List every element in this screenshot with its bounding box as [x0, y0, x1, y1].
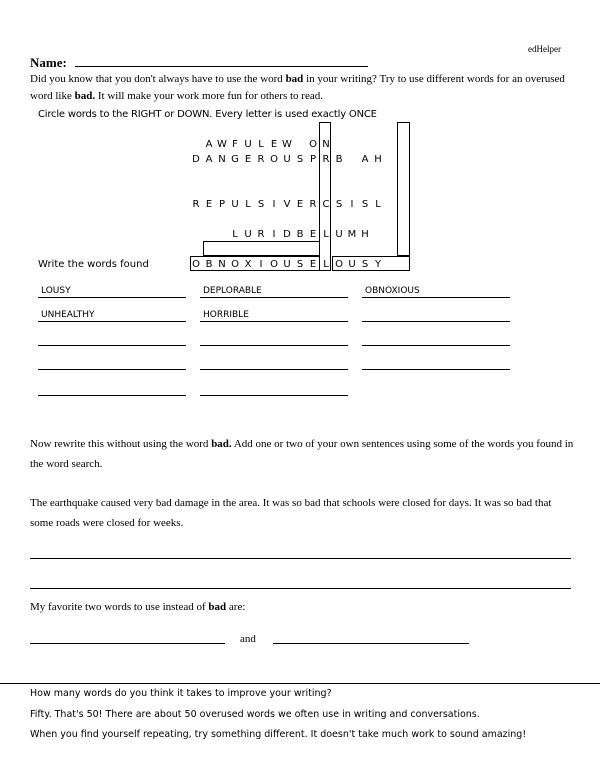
grid-letter[interactable]: L — [232, 229, 238, 240]
grid-letter[interactable]: N — [322, 139, 330, 150]
grid-letter[interactable]: S — [361, 199, 369, 210]
favorite-and: and — [240, 633, 256, 645]
grid-letter[interactable]: S — [257, 199, 265, 210]
favorite-word-line-1[interactable] — [30, 643, 225, 644]
grid-letter[interactable]: B — [335, 154, 343, 165]
grid-letter[interactable]: W — [282, 139, 292, 150]
grid-letter[interactable]: P — [309, 154, 317, 165]
answer-line[interactable] — [362, 281, 510, 298]
footer-line-3: When you find yourself repeating, try something different. It doesn't take much work to sound amazing! — [30, 729, 527, 740]
favorite-text-1: My favorite two words to use instead of — [30, 601, 209, 613]
answer-line[interactable] — [38, 305, 186, 322]
grid-letter[interactable]: U — [283, 259, 291, 270]
grid-letter[interactable]: A — [205, 139, 213, 150]
grid-letter[interactable]: U — [348, 259, 356, 270]
grid-letter[interactable]: O — [270, 154, 278, 165]
grid-letter[interactable]: E — [244, 154, 252, 165]
grid-letter[interactable]: P — [218, 199, 226, 210]
passage-text: The earthquake caused very bad damage in the area. It was so bad that schools were closed for days. It was so bad that some roads were closed for weeks. — [30, 497, 552, 529]
answer-line[interactable] — [38, 281, 186, 298]
name-label: Name: — [30, 55, 67, 70]
grid-letter[interactable]: A — [205, 154, 213, 165]
grid-letter[interactable]: U — [335, 229, 343, 240]
grid-letter[interactable]: I — [350, 199, 354, 210]
rewrite-line-1[interactable] — [30, 558, 571, 559]
grid-letter[interactable]: N — [218, 259, 226, 270]
grid-letter[interactable]: S — [361, 259, 369, 270]
grid-letter[interactable]: N — [218, 154, 226, 165]
answer-line[interactable] — [200, 353, 348, 370]
answer-line[interactable] — [362, 305, 510, 322]
answer-text: LOUSY — [41, 286, 71, 296]
grid-letter[interactable]: S — [335, 199, 343, 210]
grid-letter[interactable]: B — [205, 259, 213, 270]
grid-letter[interactable]: I — [272, 199, 276, 210]
grid-letter[interactable]: C — [322, 199, 330, 210]
name-field-line[interactable] — [75, 66, 368, 67]
grid-letter[interactable]: D — [283, 229, 291, 240]
write-words-label: Write the words found — [38, 259, 149, 270]
grid-letter[interactable]: O — [270, 259, 278, 270]
intro-paragraph — [30, 71, 575, 105]
grid-letter[interactable]: E — [309, 259, 317, 270]
rewrite-instructions — [30, 434, 575, 474]
answer-line[interactable] — [200, 379, 348, 396]
grid-letter[interactable]: U — [283, 154, 291, 165]
grid-letter[interactable]: W — [217, 139, 227, 150]
grid-letter[interactable]: X — [244, 259, 252, 270]
intro-text-2: in your writing? Try to use different words for an overused word like — [30, 73, 565, 102]
circle-unhealthy — [397, 122, 410, 256]
grid-letter[interactable]: O — [309, 139, 317, 150]
puzzle-instructions: Circle words to the RIGHT or DOWN. Every letter is used exactly ONCE — [38, 109, 377, 120]
grid-letter[interactable]: U — [244, 139, 252, 150]
grid-letter[interactable]: R — [192, 199, 200, 210]
answer-line[interactable] — [38, 353, 186, 370]
word-search-grid[interactable] — [190, 121, 410, 270]
footer-line-2: Fifty. That's 50! There are about 50 overused words we often use in writing and conversations. — [30, 709, 480, 720]
grid-letter[interactable]: R — [322, 154, 330, 165]
favorite-bold: bad — [208, 601, 227, 613]
answer-text: DEPLORABLE — [203, 286, 262, 296]
grid-letter[interactable]: L — [323, 259, 329, 270]
grid-letter[interactable]: L — [323, 229, 329, 240]
answer-text: OBNOXIOUS — [365, 286, 420, 296]
footer-line-1: How many words do you think it takes to improve your writing? — [30, 688, 332, 699]
grid-letter[interactable]: L — [245, 199, 251, 210]
favorite-word-line-2[interactable] — [273, 643, 469, 644]
grid-letter[interactable]: R — [309, 199, 317, 210]
brand-label: edHelper — [528, 44, 561, 54]
grid-letter[interactable]: G — [231, 154, 239, 165]
grid-letter[interactable]: D — [192, 154, 200, 165]
favorite-text-2: are: — [226, 601, 246, 613]
grid-letter[interactable]: E — [205, 199, 213, 210]
grid-letter[interactable]: L — [258, 139, 264, 150]
favorite-prompt — [30, 597, 575, 617]
answer-line[interactable] — [38, 329, 186, 346]
footer-divider — [0, 683, 600, 684]
answer-text: HORRIBLE — [203, 310, 249, 320]
grid-letter[interactable]: R — [257, 229, 265, 240]
intro-bold-1: bad — [285, 73, 304, 85]
grid-letter[interactable]: F — [232, 139, 238, 150]
grid-letter[interactable]: H — [361, 229, 369, 240]
grid-letter[interactable]: U — [231, 199, 239, 210]
answer-line[interactable] — [200, 305, 348, 322]
grid-letter[interactable]: Y — [374, 259, 382, 270]
answer-line[interactable] — [200, 329, 348, 346]
grid-letter[interactable]: A — [361, 154, 369, 165]
answer-line[interactable] — [38, 379, 186, 396]
grid-letter[interactable]: S — [296, 259, 304, 270]
grid-letter[interactable]: S — [296, 154, 304, 165]
intro-text-1: Did you know that you don't always have to use the word — [30, 73, 286, 85]
grid-letter[interactable]: R — [257, 154, 265, 165]
grid-letter[interactable]: E — [270, 139, 278, 150]
rewrite-line-2[interactable] — [30, 588, 571, 589]
rewrite-text-2: Add one or two of your own sentences using some of the words you found in the word search. — [30, 438, 574, 470]
grid-letter[interactable]: L — [375, 199, 381, 210]
grid-letter[interactable]: H — [374, 154, 382, 165]
grid-letter[interactable]: O — [335, 259, 343, 270]
intro-bold-2: bad. — [74, 90, 96, 102]
grid-letter[interactable]: I — [272, 229, 276, 240]
answer-line[interactable] — [362, 329, 510, 346]
grid-letter[interactable]: B — [296, 229, 304, 240]
grid-letter[interactable]: O — [192, 259, 200, 270]
rewrite-bold: bad. — [211, 438, 232, 450]
circle-horrible — [203, 241, 320, 256]
grid-letter[interactable]: E — [309, 229, 317, 240]
answer-text: UNHEALTHY — [41, 310, 95, 320]
grid-letter[interactable]: E — [296, 199, 304, 210]
grid-letter[interactable]: I — [259, 259, 263, 270]
rewrite-text-1: Now rewrite this without using the word — [30, 438, 212, 450]
grid-letter[interactable]: V — [283, 199, 291, 210]
grid-letter[interactable]: M — [347, 229, 357, 240]
intro-text-3: It will make your work more fun for others to read. — [95, 90, 323, 102]
answer-line[interactable] — [200, 281, 348, 298]
grid-letter[interactable]: O — [231, 259, 239, 270]
answer-line[interactable] — [362, 353, 510, 370]
grid-letter[interactable]: U — [244, 229, 252, 240]
